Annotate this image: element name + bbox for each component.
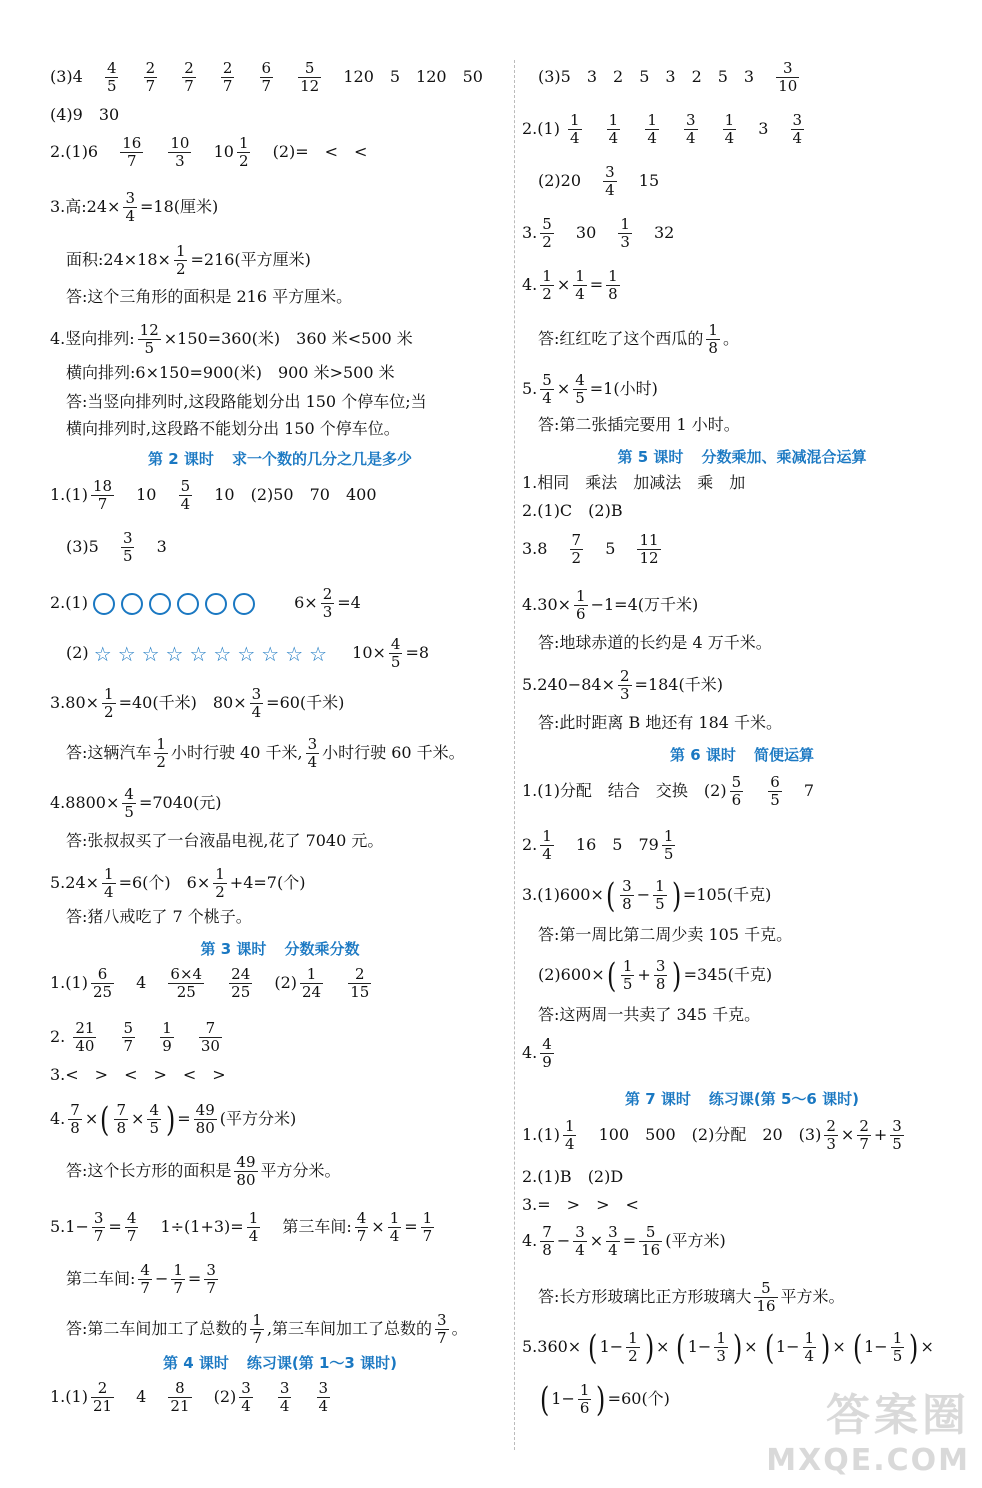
fraction: $\frac{3}{4}$ (608, 1223, 618, 1259)
fraction: $\frac{5}{4}$ (180, 477, 191, 513)
fraction: $\frac{4}{5}$ (124, 785, 134, 821)
fraction: $\frac{1}{5}$ (622, 957, 633, 993)
fraction: $\frac{18}{7}$ (92, 477, 113, 513)
answer-line: 答:猪八戒吃了 7 个桃子。 (66, 907, 252, 926)
fraction: $\frac{1}{9}$ (162, 1019, 172, 1055)
fraction: $\frac{1}{5}$ (663, 827, 674, 863)
circles-figure (93, 592, 261, 615)
answer-line: 2.(1)C (2)B (522, 501, 623, 520)
fraction: $\frac{1}{2}$ (215, 865, 225, 901)
fraction: $\frac{1}{4}$ (248, 1209, 259, 1245)
answer-line: 3.80× $\frac{1}{2}$ =40(千米) 80× $\frac{3}{4}$ =60(千米) (50, 685, 345, 721)
answer-line: 4. $\frac{7}{8}$ − $\frac{3}{4}$ × $\frac{3}{4}$ = $\frac{5}{16}$ (平方米) (522, 1223, 726, 1259)
fraction: $\frac{2}{7}$ (222, 59, 233, 95)
fraction: $\frac{7}{8}$ (542, 1223, 552, 1259)
answer-line: (3)5 $\frac{3}{5}$ 3 (66, 529, 167, 565)
fraction: $\frac{1}{7}$ (252, 1311, 262, 1347)
fraction: $\frac{4}{5}$ (390, 635, 401, 671)
answer-line: 3.高:24× $\frac{3}{4}$ =18(厘米) (50, 189, 219, 225)
fraction: $\frac{3}{8}$ (622, 877, 632, 913)
fraction: $\frac{1}{2}$ (175, 242, 186, 278)
answer-line: 5.240−84× $\frac{2}{3}$ =184(千米) (522, 667, 723, 703)
answer-line: 4.30× $\frac{1}{6}$ −1=4(万千米) (522, 587, 699, 623)
fraction: $\frac{5}{2}$ (542, 215, 552, 251)
answer-line: (3)5 3 2 5 3 2 5 3 $\frac{3}{10}$ (538, 59, 798, 95)
answer-line: (2) ☆☆☆☆☆☆☆☆☆☆ 10× $\frac{4}{5}$ =8 (66, 635, 430, 671)
fraction: $\frac{5}{6}$ (731, 773, 742, 809)
fraction: $\frac{2}{3}$ (826, 1117, 836, 1153)
fraction: $\frac{3}{7}$ (437, 1311, 447, 1347)
answer-line: 答:这个长方形的面积是 $\frac{49}{80}$ 平方分米。 (66, 1153, 341, 1189)
fraction: $\frac{2}{3}$ (322, 585, 333, 621)
fraction: $\frac{3}{4}$ (318, 1379, 329, 1415)
fraction: $\frac{1}{2}$ (104, 685, 114, 721)
fraction: $\frac{4}{7}$ (140, 1261, 150, 1297)
fraction: $\frac{8}{21}$ (170, 1379, 190, 1415)
answer-line: (4)9 30 (50, 105, 120, 124)
fraction: $\frac{3}{4}$ (125, 189, 135, 225)
section-heading: 第 3 课时 分数乘分数 (200, 940, 360, 958)
fraction: $\frac{5}{16}$ (641, 1223, 661, 1259)
fraction: $\frac{7}{8}$ (70, 1101, 80, 1137)
fraction: $\frac{1}{3}$ (716, 1329, 726, 1365)
fraction: $\frac{1}{4}$ (575, 267, 585, 303)
fraction: $\frac{2}{3}$ (619, 667, 630, 703)
fraction: $\frac{4}{7}$ (356, 1209, 367, 1245)
section-heading: 第 5 课时 分数乘加、乘减混合运算 (617, 448, 867, 466)
section-heading: 第 4 课时 练习课(第 1～3 课时) (163, 1354, 397, 1372)
fraction: $\frac{5}{16}$ (756, 1279, 776, 1315)
answer-line: 3.< > < > < > (50, 1065, 226, 1084)
answer-line: 5.360× ( 1− $\frac{1}{2}$ ) × ( 1− $\frac{1}{3}$ ) × ( 1− $\frac{1}{4}$ ) × ( 1− $\frac{1}{5}$ ) × (522, 1327, 934, 1368)
answer-line: 3.(1)600×( $\frac{3}{8}$ − $\frac{1}{5}$ ) =105(千克) (522, 875, 772, 916)
fraction: $\frac{1}{4}$ (389, 1209, 400, 1245)
fraction: $\frac{2}{7}$ (184, 59, 194, 95)
stars-figure: ☆☆☆☆☆☆☆☆☆☆ (93, 641, 334, 666)
answer-line: 2.(1) 6× $\frac{2}{3}$ =4 (50, 585, 361, 621)
fraction: $\frac{49}{80}$ (195, 1101, 215, 1137)
answer-line: 4. $\frac{7}{8}$ ×( $\frac{7}{8}$ × $\frac{4}{5}$ ) = $\frac{49}{80}$ (平方分米) (50, 1099, 297, 1140)
answer-line: 2.(1) $\frac{1}{4}$ $\frac{1}{4}$ $\frac{1}{4}$ $\frac{3}{4}$ $\frac{1}{4}$ 3 $\frac{3}{4}$ (522, 111, 803, 147)
fraction: $\frac{4}{5}$ (575, 371, 585, 407)
fraction: $\frac{1}{6}$ (576, 587, 586, 623)
fraction: $\frac{1}{8}$ (608, 267, 618, 303)
fraction: $\frac{5}{12}$ (300, 59, 320, 95)
fraction: $\frac{11}{12}$ (639, 531, 659, 567)
answer-line: 答:第一周比第二周少卖 105 千克。 (538, 925, 793, 944)
fraction: $\frac{1}{4}$ (104, 865, 114, 901)
answer-line: 答:这辆汽车 $\frac{1}{2}$ 小时行驶 40 千米, $\frac{3}{4}$ 小时行驶 60 千米。 (66, 735, 465, 771)
fraction: $\frac{1}{7}$ (173, 1261, 183, 1297)
fraction: $\frac{1}{4}$ (542, 827, 552, 863)
fraction: $\frac{7}{2}$ (571, 531, 582, 567)
answer-line: 1.(1) $\frac{1}{4}$ 100 500 (2)分配 20 (3) $\frac{2}{3}$ × $\frac{2}{7}$ + $\frac{3}{5}$ (522, 1117, 902, 1153)
fraction: $\frac{1}{2}$ (238, 134, 249, 170)
answer-line: 答:第二车间加工了总数的 $\frac{1}{7}$ ,第三车间加工了总数的 $\frac{3}{7}$ 。 (66, 1311, 468, 1347)
answer-line: 2. $\frac{21}{40}$ $\frac{5}{7}$ $\frac{1}{9}$ $\frac{7}{30}$ (50, 1019, 220, 1055)
answer-line: 横向排列时,这段路不能划分出 150 个停车位。 (66, 419, 400, 438)
fraction: $\frac{1}{4}$ (724, 111, 735, 147)
section-heading: 第 6 课时 简便运算 (670, 746, 814, 764)
fraction: $\frac{3}{5}$ (122, 529, 133, 565)
fraction: $\frac{6}{5}$ (770, 773, 780, 809)
answer-line: (3)4 $\frac{4}{5}$ $\frac{2}{7}$ $\frac{2}{7}$ $\frac{2}{7}$ $\frac{6}{7}$ $\frac{5}{12}$ 120 5 120 50 (50, 59, 483, 95)
fraction: $\frac{5}{7}$ (123, 1019, 134, 1055)
answer-line: 横向排列:6×150=900(米) 900 米>500 米 (66, 363, 395, 382)
answer-line: 5. $\frac{5}{4}$ × $\frac{4}{5}$ =1(小时) (522, 371, 658, 407)
fraction: $\frac{6\times 4}{25}$ (170, 965, 203, 1001)
fraction: $\frac{3}{4}$ (575, 1223, 585, 1259)
fraction: $\frac{1}{2}$ (542, 267, 552, 303)
answer-line: 答:这个三角形的面积是 216 平方厘米。 (66, 287, 353, 306)
fraction: $\frac{16}{7}$ (122, 134, 142, 170)
answer-line: 2. $\frac{1}{4}$ 16 5 79 $\frac{1}{5}$ (522, 827, 674, 863)
answer-line: 1.(1) $\frac{18}{7}$ 10 $\frac{5}{4}$ 10 (2)50 70 400 (50, 477, 377, 513)
fraction: $\frac{49}{80}$ (236, 1153, 256, 1189)
answer-line: 1.(1)分配 结合 交换 (2) $\frac{5}{6}$ $\frac{6}{5}$ 7 (522, 773, 815, 809)
fraction: $\frac{3}{4}$ (251, 685, 262, 721)
answer-line: 答:地球赤道的长约是 4 万千米。 (538, 633, 772, 652)
fraction: $\frac{1}{2}$ (156, 735, 166, 771)
fraction: $\frac{7}{8}$ (116, 1101, 127, 1137)
fraction: $\frac{4}{9}$ (542, 1035, 552, 1071)
answer-line: ( 1− $\frac{1}{6}$ ) =60(个) (539, 1379, 670, 1420)
fraction: $\frac{1}{5}$ (892, 1329, 903, 1365)
fraction: $\frac{3}{4}$ (307, 735, 318, 771)
answer-line: 2.(1)B (2)D (522, 1167, 624, 1186)
fraction: $\frac{1}{6}$ (579, 1381, 590, 1417)
fraction: $\frac{3}{4}$ (605, 163, 615, 199)
fraction: $\frac{3}{4}$ (685, 111, 696, 147)
fraction: $\frac{1}{5}$ (655, 877, 665, 913)
answer-line: (2)600×( $\frac{1}{5}$ + $\frac{3}{8}$ ) =345(千克) (538, 955, 773, 996)
fraction: $\frac{6}{25}$ (92, 965, 113, 1001)
answer-line: 3. $\frac{5}{2}$ 30 $\frac{1}{3}$ 32 (522, 215, 675, 251)
fraction: $\frac{1}{4}$ (647, 111, 657, 147)
fraction: $\frac{2}{7}$ (859, 1117, 869, 1153)
fraction: $\frac{2}{7}$ (145, 59, 156, 95)
fraction: $\frac{3}{4}$ (792, 111, 803, 147)
answer-line: 5.24× $\frac{1}{4}$ =6(个) 6× $\frac{1}{2}$ +4=7(个) (50, 865, 306, 901)
fraction: $\frac{12}{5}$ (139, 321, 159, 357)
fraction: $\frac{7}{30}$ (200, 1019, 220, 1055)
fraction: $\frac{1}{4}$ (804, 1329, 815, 1365)
fraction: $\frac{1}{24}$ (302, 965, 322, 1001)
answer-line: 答:当竖向排列时,这段路能划分出 150 个停车位;当 (66, 392, 427, 411)
answer-line: 1.相同 乘法 加减法 乘 加 (522, 473, 746, 492)
answer-line: 面积:24×18× $\frac{1}{2}$ =216(平方厘米) (66, 242, 311, 278)
answer-line: 2.(1)6 $\frac{16}{7}$ $\frac{10}{3}$ 10 $\frac{1}{2}$ (2)= < < (50, 134, 368, 170)
fraction: $\frac{3}{5}$ (892, 1117, 902, 1153)
answer-line: 3.= > > < (522, 1195, 639, 1214)
answer-line: 答:这两周一共卖了 345 千克。 (538, 1005, 761, 1024)
fraction: $\frac{1}{7}$ (422, 1209, 433, 1245)
fraction: $\frac{4}{5}$ (149, 1101, 159, 1137)
fraction: $\frac{3}{4}$ (241, 1379, 251, 1415)
fraction: $\frac{1}{3}$ (620, 215, 630, 251)
answer-line: 答:张叔叔买了一台液晶电视,花了 7040 元。 (66, 831, 384, 850)
answer-line: 4.竖向排列: $\frac{12}{5}$ ×150=360(米) 360 米<500 米 (50, 321, 413, 357)
fraction: $\frac{1}{4}$ (564, 1117, 575, 1153)
answer-line: 答:红红吃了这个西瓜的 $\frac{1}{8}$ 。 (538, 321, 739, 357)
answer-line: 4.8800× $\frac{4}{5}$ =7040(元) (50, 785, 222, 821)
fraction: $\frac{2}{21}$ (92, 1379, 113, 1415)
site-watermark: 答案圈 MXQE.COM (766, 1390, 970, 1478)
fraction: $\frac{1}{8}$ (708, 321, 718, 357)
fraction: $\frac{4}{5}$ (106, 59, 117, 95)
fraction: $\frac{3}{7}$ (93, 1209, 104, 1245)
answer-line: 答:长方形玻璃比正方形玻璃大 $\frac{5}{16}$ 平方米。 (538, 1279, 845, 1315)
fraction: $\frac{4}{7}$ (126, 1209, 137, 1245)
column-divider (514, 60, 515, 1450)
section-heading: 第 7 课时 练习课(第 5～6 课时) (625, 1090, 859, 1108)
answer-line: 4. $\frac{1}{2}$ × $\frac{1}{4}$ = $\frac{1}{8}$ (522, 267, 618, 303)
fraction: $\frac{10}{3}$ (170, 134, 190, 170)
fraction: $\frac{24}{25}$ (231, 965, 251, 1001)
fraction: $\frac{1}{4}$ (608, 111, 619, 147)
answer-line: 答:此时距离 B 地还有 184 千米。 (538, 713, 783, 732)
answer-line: 3.8 $\frac{7}{2}$ 5 $\frac{11}{12}$ (522, 531, 659, 567)
fraction: $\frac{3}{7}$ (206, 1261, 216, 1297)
answer-line: 5.1− $\frac{3}{7}$ = $\frac{4}{7}$ 1÷(1+3)= $\frac{1}{4}$ 第三车间: $\frac{4}{7}$ × $\frac{1}{4}$ = $\frac{1}{7}$ (50, 1209, 433, 1245)
fraction: $\frac{3}{8}$ (655, 957, 666, 993)
answer-line: 1.(1) $\frac{2}{21}$ 4 $\frac{8}{21}$ (2) $\frac{3}{4}$ $\frac{3}{4}$ $\frac{3}{4}$ (50, 1379, 329, 1415)
answer-line: 4. $\frac{4}{9}$ (522, 1035, 552, 1071)
fraction: $\frac{21}{40}$ (75, 1019, 95, 1055)
fraction: $\frac{5}{4}$ (542, 371, 552, 407)
answer-line: 答:第二张插完要用 1 小时。 (538, 415, 740, 434)
answer-line: 第二车间: $\frac{4}{7}$ − $\frac{1}{7}$ = $\frac{3}{7}$ (66, 1261, 216, 1297)
fraction: $\frac{6}{7}$ (261, 59, 272, 95)
fraction: $\frac{2}{15}$ (350, 965, 370, 1001)
fraction: $\frac{3}{4}$ (279, 1379, 290, 1415)
fraction: $\frac{1}{2}$ (628, 1329, 638, 1365)
answer-line: 1.(1) $\frac{6}{25}$ 4 $\frac{6\times 4}{25}$ $\frac{24}{25}$ (2) $\frac{1}{24}$ $\frac{2}{15}$ (50, 965, 370, 1001)
fraction: $\frac{1}{4}$ (570, 111, 580, 147)
fraction: $\frac{3}{10}$ (778, 59, 798, 95)
answer-line: (2)20 $\frac{3}{4}$ 15 (538, 163, 660, 199)
section-heading: 第 2 课时 求一个数的几分之几是多少 (148, 450, 412, 468)
